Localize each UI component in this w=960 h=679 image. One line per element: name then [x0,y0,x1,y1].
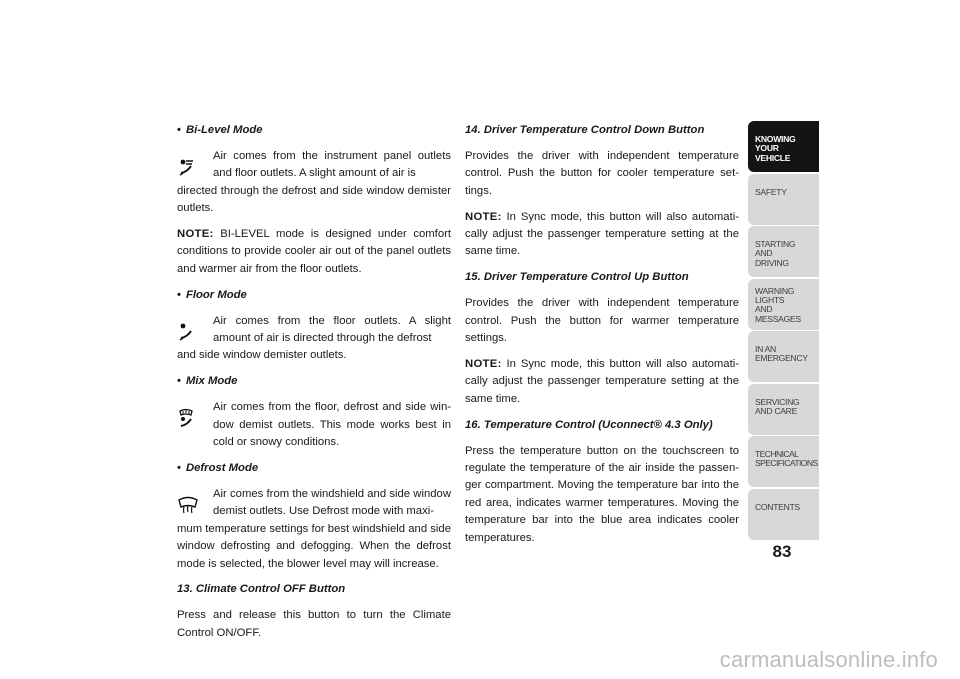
chapter-tabs [748,121,819,541]
mix-mode-title: Mix Mode [185,375,238,388]
mix-mode-heading [177,373,451,390]
page-number: 83 [772,542,792,561]
section-14-text: Provides the driver with independent temperature control. Push the button for cooler temperature set- tings. [465,149,739,197]
floor-mode-title: Floor Mode [185,288,247,301]
note-bilevel [177,226,451,278]
section-15-text: Provides the driver with independent temperature control. Push the button for warmer temperature settings. [465,297,739,345]
bilevel-mode-description [177,148,451,183]
note-label: NOTE: [465,357,502,370]
bullet-dot: • [177,462,181,474]
bullet-dot: • [177,375,181,388]
note-section-15 [465,356,739,408]
floor-mode-description [177,313,451,348]
tab-label: KNOWING YOUR VEHICLE [755,134,796,163]
tab-label: TECHNICAL SPECIFICATIONS [755,449,818,469]
tab-label: WARNING LIGHTS AND MESSAGES [755,285,801,324]
note-label: NOTE: [177,228,214,241]
mix-mode-description [177,399,451,451]
section-16-heading: 16. Temperature Control (Uconnect® 4.3 Only) [465,418,713,431]
defrost-mode-icon [177,494,199,516]
right-column [465,122,739,556]
tab-technical-specifications[interactable] [748,436,819,487]
bullet-dot: • [177,288,181,301]
section-13-heading: 13. Climate Control OFF Button [177,583,346,596]
watermark: carmanualsonline.info [719,647,938,672]
tab-label: SAFETY [755,186,787,197]
tab-in-an-emergency[interactable] [748,331,819,382]
tab-contents[interactable] [748,489,819,540]
bullet-dot: • [177,124,181,136]
section-14-heading: 14. Driver Temperature Control Down Button [465,124,705,136]
note-section-14 [465,209,739,261]
section-13-text: Press and release this button to turn the Climate Control ON/OFF. [177,609,451,639]
note-text: In Sync mode, this button will also automati- cally adjust the passenger temperature setting at the same time. [465,357,739,405]
mix-mode-text: Air comes from the floor, defrost and side win- dow demist outlets. This mode works best in cold or snowy conditions. [213,401,451,449]
tab-label: IN AN EMERGENCY [755,344,808,364]
floor-mode-continuation: and side window demister outlets. [177,349,347,362]
tab-safety[interactable] [748,174,819,225]
mix-mode-icon [177,407,199,429]
bilevel-mode-continuation: directed through the defrost and side window demister outlets. [177,184,451,215]
bilevel-mode-text: Air comes from the instrument panel outlets and floor outlets. A slight amount of air is [213,149,451,180]
defrost-mode-description [177,486,451,521]
section-15-heading: 15. Driver Temperature Control Up Button [465,271,689,284]
tab-knowing-your-vehicle[interactable] [748,121,819,172]
tab-label: CONTENTS [755,501,800,512]
defrost-mode-heading [177,460,451,477]
defrost-mode-continuation: mum temperature settings for best windshield and side window defrosting and defogging. When the defrost mode is selected, the blower level may will increase. [177,522,451,570]
tab-label: STARTING AND DRIVING [755,239,796,268]
tab-starting-and-driving[interactable] [748,226,819,277]
note-label: NOTE: [465,210,502,223]
bilevel-mode-icon [177,156,199,178]
defrost-mode-text: Air comes from the windshield and side window demist outlets. Use Defrost mode with maxi- [213,487,451,518]
left-column [177,122,451,651]
bilevel-mode-heading [177,122,451,139]
floor-mode-text: Air comes from the floor outlets. A slight amount of air is directed through the defrost [213,314,451,345]
defrost-mode-title: Defrost Mode [185,462,259,474]
floor-mode-icon [177,321,199,343]
bilevel-mode-title: Bi-Level Mode [185,124,263,136]
tab-servicing-and-care[interactable] [748,384,819,435]
floor-mode-heading [177,287,451,304]
tab-label: SERVICING AND CARE [755,396,800,416]
note-text: BI-LEVEL mode is designed under comfort conditions to provide cooler air out of the panel outlets and warmer air from the floor outlets. [177,228,451,275]
tab-warning-lights-and-messages[interactable] [748,279,819,330]
section-16-text: Press the temperature button on the touchscreen to regulate the temperature of the air inside the passen- ger compartment. Moving the temperature bar into the red area, indicates warmer temperatures. Moving the temperature bar into the blue area indicates cooler temperatures. [465,444,739,544]
note-text: In Sync mode, this button will also automati- cally adjust the passenger temperature setting at the same time. [465,210,739,258]
